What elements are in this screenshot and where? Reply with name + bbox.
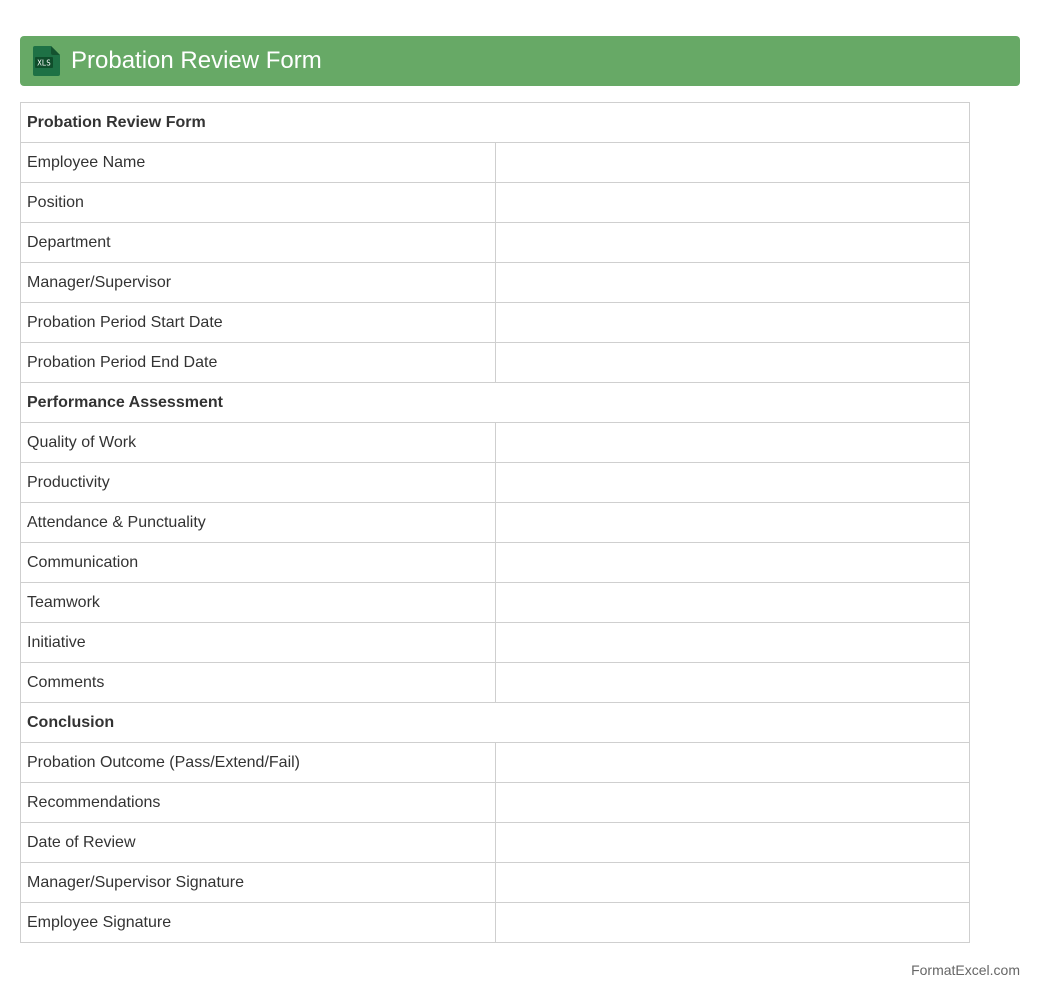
field-label: Attendance & Punctuality <box>21 503 496 543</box>
section-heading: Conclusion <box>21 703 970 743</box>
field-value-cell[interactable] <box>495 223 970 263</box>
table-row <box>21 903 970 943</box>
section-heading: Probation Review Form <box>21 103 970 143</box>
table-row <box>21 543 970 583</box>
section-heading: Performance Assessment <box>21 383 970 423</box>
field-label: Comments <box>21 663 496 703</box>
field-label: Manager/Supervisor Signature <box>21 863 496 903</box>
table-row <box>21 783 970 823</box>
table-row <box>21 743 970 783</box>
field-label: Manager/Supervisor <box>21 263 496 303</box>
field-value-cell[interactable] <box>495 743 970 783</box>
field-value-cell[interactable] <box>495 903 970 943</box>
footer-brand: FormatExcel.com <box>911 962 1020 978</box>
table-row <box>21 463 970 503</box>
xls-icon-text: XLS <box>37 58 51 68</box>
table-row <box>21 863 970 903</box>
table-row <box>21 623 970 663</box>
field-value-cell[interactable] <box>495 183 970 223</box>
field-label: Productivity <box>21 463 496 503</box>
field-label: Recommendations <box>21 783 496 823</box>
field-label: Probation Period End Date <box>21 343 496 383</box>
field-label: Date of Review <box>21 823 496 863</box>
field-label: Department <box>21 223 496 263</box>
table-row <box>21 143 970 183</box>
field-value-cell[interactable] <box>495 263 970 303</box>
table-row <box>21 503 970 543</box>
table-row <box>21 303 970 343</box>
field-label: Probation Outcome (Pass/Extend/Fail) <box>21 743 496 783</box>
xls-file-icon <box>32 46 60 76</box>
field-value-cell[interactable] <box>495 463 970 503</box>
field-value-cell[interactable] <box>495 663 970 703</box>
table-row <box>21 823 970 863</box>
field-label: Employee Signature <box>21 903 496 943</box>
form-table <box>20 102 970 943</box>
field-value-cell[interactable] <box>495 623 970 663</box>
table-row <box>21 263 970 303</box>
field-label: Teamwork <box>21 583 496 623</box>
field-value-cell[interactable] <box>495 543 970 583</box>
table-row <box>21 343 970 383</box>
table-row <box>21 663 970 703</box>
field-label: Quality of Work <box>21 423 496 463</box>
table-row <box>21 423 970 463</box>
field-value-cell[interactable] <box>495 823 970 863</box>
table-row <box>21 223 970 263</box>
field-value-cell[interactable] <box>495 343 970 383</box>
field-label: Initiative <box>21 623 496 663</box>
field-label: Position <box>21 183 496 223</box>
field-label: Employee Name <box>21 143 496 183</box>
field-label: Probation Period Start Date <box>21 303 496 343</box>
field-value-cell[interactable] <box>495 783 970 823</box>
field-label: Communication <box>21 543 496 583</box>
page-title: Probation Review Form <box>71 47 322 74</box>
table-row <box>21 183 970 223</box>
field-value-cell[interactable] <box>495 583 970 623</box>
page-header <box>20 36 1020 86</box>
field-value-cell[interactable] <box>495 143 970 183</box>
field-value-cell[interactable] <box>495 303 970 343</box>
performance-heading-row <box>21 383 970 423</box>
table-row <box>21 583 970 623</box>
field-value-cell[interactable] <box>495 863 970 903</box>
field-value-cell[interactable] <box>495 423 970 463</box>
field-value-cell[interactable] <box>495 503 970 543</box>
conclusion-heading-row <box>21 703 970 743</box>
form-title-row <box>21 103 970 143</box>
